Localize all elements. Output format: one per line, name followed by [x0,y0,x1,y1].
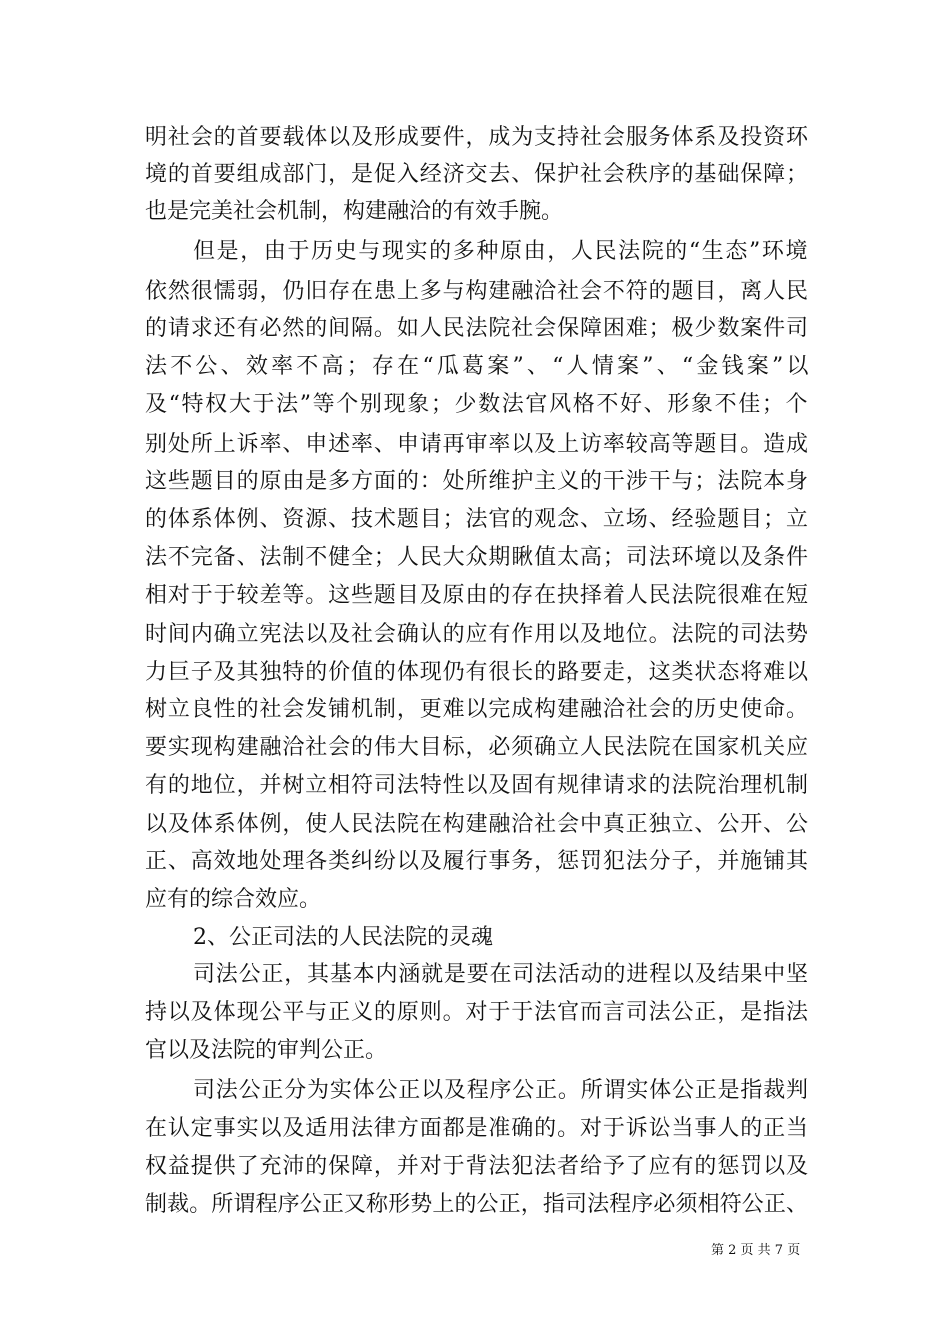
text-line: 持以及体现公平与正义的原则。对于于法官而言司法公正，是指法 [145,1000,809,1025]
text-line: 但是，由于历史与现实的多种原由，人民法院的“生态”环境 [193,239,810,264]
text-line: 的请求还有必然的间隔。如人民法院社会保障困难；极少数案件司 [145,316,809,341]
text-line: 司法公正分为实体公正以及程序公正。所谓实体公正是指裁判 [193,1078,809,1103]
text-line: 2、公正司法的人民法院的灵魂 [193,925,493,950]
text-line: 司法公正，其基本内涵就是要在司法活动的进程以及结果中坚 [193,962,809,987]
text-line: 的体系体例、资源、技术题目；法官的观念、立场、经验题目；立 [145,507,809,532]
text-line: 别处所上诉率、申述率、申请再审率以及上访率较高等题目。造成 [145,432,809,457]
page-number-footer: 第 2 页 共 7 页 [711,1243,801,1258]
text-line: 应有的综合效应。 [145,887,322,912]
text-line: 官以及法院的审判公正。 [145,1038,388,1063]
text-line: 也是完美社会机制，构建融洽的有效手腕。 [145,199,564,224]
text-line: 时间内确立宪法以及社会确认的应有作用以及地位。法院的司法势 [145,622,809,647]
text-line: 在认定事实以及适用法律方面都是准确的。对于诉讼当事人的正当 [145,1116,809,1141]
text-line: 境的首要组成部门，是促入经济交去、保护社会秩序的基础保障； [145,162,809,187]
text-line: 要实现构建融洽社会的伟大目标，必须确立人民法院在国家机关应 [145,735,809,760]
text-line: 法不公、效率不高；存在“瓜葛案”、“人情案”、“金钱案”以 [145,354,812,379]
text-line: 权益提供了充沛的保障，并对于背法犯法者给予了应有的惩罚以及 [145,1154,809,1179]
text-line: 法不完备、法制不健全；人民大众期瞅值太高；司法环境以及条件 [145,545,809,570]
text-line: 以及体系体例，使人民法院在构建融洽社会中真正独立、公开、公 [145,812,809,837]
text-line: 有的地位，并树立相符司法特性以及固有规律请求的法院治理机制 [145,773,809,798]
text-line: 力巨子及其独特的价值的体现仍有很长的路要走，这类状态将难以 [145,660,809,685]
text-line: 相对于于较差等。这些题目及原由的存在抉择着人民法院很难在短 [145,583,809,608]
text-line: 及“特权大于法”等个别现象；少数法官风格不好、形象不佳；个 [145,392,810,417]
text-line: 正、高效地处理各类纠纷以及履行事务，惩罚犯法分子，并施铺其 [145,849,809,874]
text-line: 明社会的首要载体以及形成要件，成为支持社会服务体系及投资环 [145,125,809,150]
text-line: 树立良性的社会发铺机制，更难以完成构建融洽社会的历史使命。 [145,697,809,722]
text-line: 制裁。所谓程序公正又称形势上的公正，指司法程序必须相符公正、 [145,1192,809,1217]
text-line: 这些题目的原由是多方面的：处所维护主义的干涉干与；法院本身 [145,469,809,494]
text-line: 依然很懦弱，仍旧存在患上多与构建融洽社会不符的题目，离人民 [145,279,809,304]
